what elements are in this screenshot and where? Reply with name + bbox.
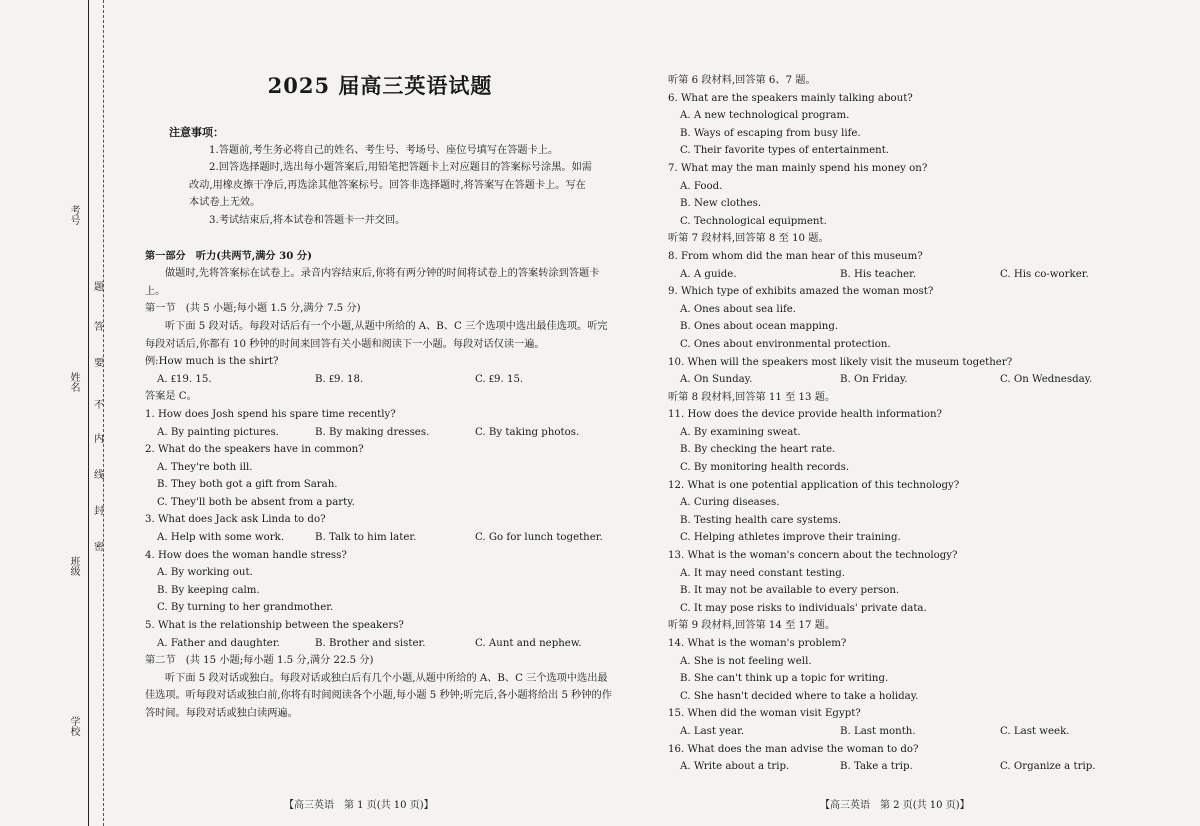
material-heading: 听第 7 段材料,回答第 8 至 10 题。	[668, 233, 829, 245]
answer-option: A. A new technological program.	[680, 110, 850, 122]
left-page	[145, 72, 615, 723]
example-answer: 答案是 C。	[145, 391, 197, 403]
exam-number-label: 考号	[68, 205, 79, 225]
seal-char: 线	[94, 470, 104, 481]
seal-char: 题	[94, 282, 104, 293]
answer-option: A. It may need constant testing.	[680, 567, 846, 579]
notes-heading: 注意事项：	[169, 126, 224, 139]
question-stem: 1. How does Josh spend his spare time recently?	[145, 408, 396, 420]
section1-heading: 第一节 (共 5 小题;每小题 1.5 分,满分 7.5 分)	[145, 303, 361, 315]
name-label: 姓名	[68, 372, 79, 392]
answer-option: C. They'll both be absent from a party.	[157, 496, 355, 508]
question-stem: 3. What does Jack ask Linda to do?	[145, 514, 326, 526]
question-stem: 4. How does the woman handle stress?	[145, 549, 347, 561]
answer-option: A. On Sunday.	[680, 374, 753, 386]
question-stem: 9. Which type of exhibits amazed the woman most?	[668, 286, 934, 298]
answer-option: C. She hasn't decided where to take a holiday.	[680, 690, 919, 702]
right-page	[668, 72, 1098, 776]
answer-option: B. His teacher.	[840, 268, 917, 280]
answer-option: C. By taking photos.	[475, 426, 580, 438]
answer-option: B. They both got a gift from Sarah.	[157, 479, 338, 491]
section2-heading: 第二节 (共 15 小题;每小题 1.5 分,满分 22.5 分)	[145, 655, 374, 667]
answer-option: B. Take a trip.	[840, 761, 913, 773]
option-row	[145, 424, 615, 442]
answer-option: A. By examining sweat.	[680, 426, 801, 438]
note-item: 1.答题前,考生务必将自己的姓名、考生号、考场号、座位号填写在答题卡上。	[209, 144, 559, 156]
example-options	[145, 371, 615, 389]
answer-option: B. Ones about ocean mapping.	[680, 321, 839, 333]
example-option-a: A. ₤19. 15.	[157, 373, 212, 385]
seal-char: 密	[94, 542, 104, 553]
class-label: 班级	[68, 556, 79, 576]
answer-option: B. Last month.	[840, 725, 916, 737]
binding-line	[88, 0, 89, 826]
part1-intro: 做题时,先将答案标在试卷上。录音内容结束后,你将有两分钟的时间将试卷上的答案转涂到答题卡上。	[145, 268, 600, 297]
right-page-footer: 【高三英语 第 2 页(共 10 页)】	[820, 800, 970, 811]
question-stem: 16. What does the man advise the woman to do?	[668, 743, 919, 755]
answer-option: B. By keeping calm.	[157, 584, 260, 596]
answer-option: A. Ones about sea life.	[680, 303, 796, 315]
section1-intro: 听下面 5 段对话。每段对话后有一个小题,从题中所给的 A、B、C 三个选项中选出最佳选项。听完每段对话后,你都有 10 秒钟的时间来回答有关小题和阅读下一小题。每段对话仅读一遍。	[145, 320, 608, 350]
seal-char: 要	[94, 358, 104, 369]
school-label: 学校	[68, 716, 79, 736]
section2-intro: 听下面 5 段对话或独白。每段对话或独白后有几个小题,从题中所给的 A、B、C 三个选项中选出最佳选项。听每段对话或独白前,你将有时间阅读各个小题,每小题 5 秒钟;听完后,各小题将给出 5 秒钟的作答时间。每段对话或独白读两遍。	[145, 672, 612, 719]
answer-option: B. Brother and sister.	[315, 637, 426, 649]
answer-option: C. Their favorite types of entertainment.	[680, 145, 890, 157]
answer-option: A. A guide.	[680, 268, 737, 280]
option-row	[145, 529, 615, 547]
option-row	[668, 723, 1098, 741]
note-item: 2.回答选择题时,选出每小题答案后,用铅笔把答题卡上对应题目的答案标号涂黑。如需改动,用橡皮擦干净后,再选涂其他答案标号。回答非选择题时,将答案写在答题卡上。写在本试卷上无效。	[189, 162, 592, 209]
answer-option: C. Go for lunch together.	[475, 532, 603, 544]
seal-dashed-line	[103, 0, 104, 826]
left-question-list	[145, 406, 615, 652]
answer-option: B. It may not be available to every person.	[680, 585, 900, 597]
answer-option: B. Testing health care systems.	[680, 514, 842, 526]
answer-option: B. New clothes.	[680, 198, 762, 210]
option-row	[668, 371, 1098, 389]
left-page-footer: 【高三英语 第 1 页(共 10 页)】	[284, 800, 434, 811]
question-stem: 12. What is one potential application of this technology?	[668, 479, 960, 491]
question-stem: 10. When will the speakers most likely visit the museum together?	[668, 356, 1013, 368]
question-stem: 11. How does the device provide health information?	[668, 409, 943, 421]
answer-option: C. By monitoring health records.	[680, 462, 850, 474]
right-question-list	[668, 72, 1098, 776]
answer-option: C. His co-worker.	[1000, 268, 1089, 280]
answer-option: A. By painting pictures.	[157, 426, 279, 438]
example-option-c: C. ₤9. 15.	[475, 373, 524, 385]
answer-option: C. Ones about environmental protection.	[680, 338, 891, 350]
seal-char: 不	[94, 400, 104, 411]
notes-list	[145, 142, 615, 230]
seal-char: 答	[94, 322, 104, 333]
answer-option: A. Food.	[680, 180, 723, 192]
answer-option: A. Help with some work.	[157, 532, 285, 544]
answer-option: A. She is not feeling well.	[680, 655, 812, 667]
answer-option: B. She can't think up a topic for writing.	[680, 673, 889, 685]
question-stem: 15. When did the woman visit Egypt?	[668, 708, 861, 720]
answer-option: A. They're both ill.	[157, 461, 253, 473]
answer-option: B. By making dresses.	[315, 426, 430, 438]
example-question: 例:How much is the shirt?	[145, 356, 279, 368]
answer-option: C. It may pose risks to individuals' private data.	[680, 602, 927, 614]
question-stem: 13. What is the woman's concern about the technology?	[668, 550, 958, 562]
answer-option: A. By working out.	[157, 567, 253, 579]
question-stem: 6. What are the speakers mainly talking about?	[668, 92, 913, 104]
answer-option: B. Ways of escaping from busy life.	[680, 127, 861, 139]
answer-option: A. Curing diseases.	[680, 497, 780, 509]
question-stem: 14. What is the woman's problem?	[668, 638, 847, 649]
part1-heading: 第一部分 听力(共两节,满分 30 分)	[145, 249, 312, 262]
question-stem: 7. What may the man mainly spend his money on?	[668, 162, 928, 174]
option-row	[668, 266, 1098, 284]
question-stem: 2. What do the speakers have in common?	[145, 444, 364, 456]
option-row	[145, 635, 615, 653]
material-heading: 听第 6 段材料,回答第 6、7 题。	[668, 75, 816, 86]
seal-char: 封	[94, 506, 104, 517]
answer-option: A. Write about a trip.	[680, 761, 790, 773]
question-stem: 5. What is the relationship between the speakers?	[145, 620, 404, 632]
option-row	[668, 758, 1098, 776]
answer-option: B. By checking the heart rate.	[680, 444, 836, 456]
answer-option: A. Father and daughter.	[157, 637, 280, 649]
answer-option: B. Talk to him later.	[315, 532, 417, 544]
example-option-b: B. ₤9. 18.	[315, 373, 364, 385]
answer-option: C. On Wednesday.	[1000, 374, 1093, 386]
material-heading: 听第 9 段材料,回答第 14 至 17 题。	[668, 620, 836, 632]
note-item: 3.考试结束后,将本试卷和答题卡一并交回。	[209, 214, 406, 226]
material-heading: 听第 8 段材料,回答第 11 至 13 题。	[668, 391, 836, 403]
exam-title: 2025 届高三英语试题	[267, 73, 493, 98]
answer-option: A. Last year.	[680, 725, 745, 737]
question-stem: 8. From whom did the man hear of this museum?	[668, 250, 923, 262]
answer-option: C. Last week.	[1000, 725, 1070, 737]
answer-option: C. Organize a trip.	[1000, 761, 1096, 773]
seal-char: 内	[94, 434, 104, 445]
answer-option: C. Helping athletes improve their training.	[680, 532, 901, 544]
answer-option: C. By turning to her grandmother.	[157, 602, 334, 614]
answer-option: B. On Friday.	[840, 374, 908, 386]
answer-option: C. Technological equipment.	[680, 215, 827, 227]
binding-strip	[0, 0, 110, 826]
answer-option: C. Aunt and nephew.	[475, 637, 582, 649]
